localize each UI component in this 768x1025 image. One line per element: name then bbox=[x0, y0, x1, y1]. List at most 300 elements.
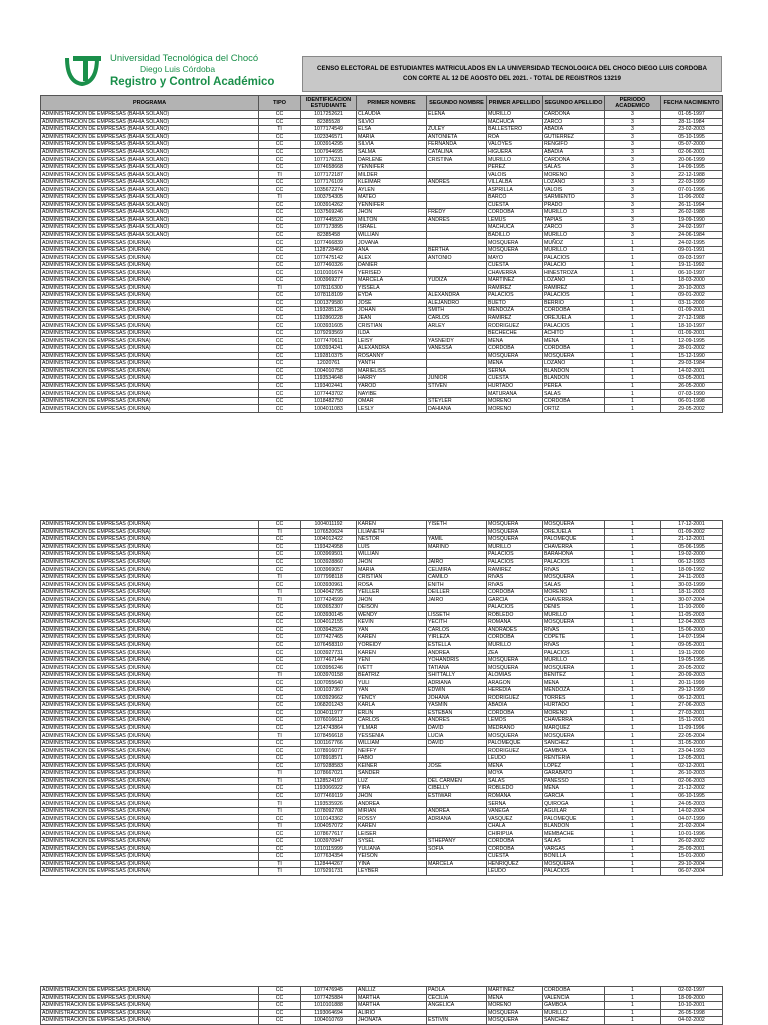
cell-primer-nombre: MARIELISS bbox=[357, 367, 427, 375]
cell-periodo: 1 bbox=[605, 762, 661, 770]
cell-primer-apellido: ARAGON bbox=[487, 679, 543, 687]
cell-fecha-nacimiento: 18-09-2000 bbox=[661, 994, 723, 1002]
cell-programa: ADMINISTRACION DE EMPRESAS (DIURNA) bbox=[41, 687, 259, 695]
cell-periodo: 3 bbox=[605, 133, 661, 141]
cell-primer-apellido: MURILLO bbox=[487, 156, 543, 164]
cell-segundo-nombre: CAMILO bbox=[427, 573, 487, 581]
cell-programa: ADMINISTRACION DE EMPRESAS (DIURNA) bbox=[41, 254, 259, 262]
cell-segundo-apellido: MARQUEZ bbox=[543, 724, 605, 732]
cell-periodo: 1 bbox=[605, 747, 661, 755]
table-row bbox=[41, 277, 723, 285]
cell-fecha-nacimiento: 26-05-1998 bbox=[661, 1009, 723, 1017]
cell-identificacion: 1078456618 bbox=[301, 732, 357, 740]
cell-programa: ADMINISTRACION DE EMPRESAS (DIURNA) bbox=[41, 246, 259, 254]
cell-programa: ADMINISTRACION DE EMPRESAS (BAHIA SOLANO) bbox=[41, 126, 259, 134]
cell-segundo-apellido: MURILLO bbox=[543, 231, 605, 239]
cell-periodo: 1 bbox=[605, 626, 661, 634]
cell-tipo: CC bbox=[259, 543, 301, 551]
table-row bbox=[41, 148, 723, 156]
cell-periodo: 3 bbox=[605, 126, 661, 134]
cell-tipo: CC bbox=[259, 611, 301, 619]
cell-primer-apellido: MENDOZA bbox=[487, 307, 543, 315]
cell-primer-apellido: MOSQUERA bbox=[487, 352, 543, 360]
cell-tipo: TI bbox=[259, 822, 301, 830]
cell-segundo-apellido: BONILLA bbox=[543, 853, 605, 861]
cell-primer-nombre: YERISED bbox=[357, 269, 427, 277]
cell-periodo: 3 bbox=[605, 186, 661, 194]
cell-periodo: 1 bbox=[605, 261, 661, 269]
cell-primer-apellido: MOSQUERA bbox=[487, 656, 543, 664]
cell-primer-apellido: RODRIGUEZ bbox=[487, 694, 543, 702]
cell-primer-nombre: LESLY bbox=[357, 405, 427, 413]
cell-segundo-nombre: ALEXANDRA bbox=[427, 292, 487, 300]
cell-identificacion: 1193402441 bbox=[301, 382, 357, 390]
cell-programa: ADMINISTRACION DE EMPRESAS (DIURNA) bbox=[41, 581, 259, 589]
cell-identificacion: 1003970947 bbox=[301, 837, 357, 845]
cell-identificacion: 1007055640 bbox=[301, 679, 357, 687]
cell-identificacion: 1003942526 bbox=[301, 626, 357, 634]
cell-primer-nombre: NEIFFY bbox=[357, 747, 427, 755]
cell-segundo-nombre bbox=[427, 186, 487, 194]
cell-programa: ADMINISTRACION DE EMPRESAS (DIURNA) bbox=[41, 634, 259, 642]
cell-segundo-nombre: YAMIL bbox=[427, 536, 487, 544]
cell-segundo-nombre: DEILLER bbox=[427, 588, 487, 596]
cell-identificacion: 1001037367 bbox=[301, 687, 357, 695]
cell-primer-nombre: ROSA bbox=[357, 581, 427, 589]
cell-fecha-nacimiento: 28-01-2002 bbox=[661, 344, 723, 352]
cell-segundo-nombre bbox=[427, 367, 487, 375]
cell-tipo: CC bbox=[259, 148, 301, 156]
cell-identificacion: 1077998118 bbox=[301, 573, 357, 581]
cell-periodo: 1 bbox=[605, 521, 661, 529]
cell-fecha-nacimiento: 29-05-2002 bbox=[661, 405, 723, 413]
cell-identificacion: 1077174549 bbox=[301, 126, 357, 134]
cell-segundo-nombre: LUCIA bbox=[427, 732, 487, 740]
cell-periodo: 3 bbox=[605, 201, 661, 209]
cell-primer-nombre: MILTON bbox=[357, 216, 427, 224]
cell-primer-apellido: ANDRADES bbox=[487, 626, 543, 634]
cell-fecha-nacimiento: 30-03-1999 bbox=[661, 581, 723, 589]
cell-fecha-nacimiento: 12-04-2003 bbox=[661, 619, 723, 627]
cell-programa: ADMINISTRACION DE EMPRESAS (BAHIA SOLANO) bbox=[41, 178, 259, 186]
cell-primer-nombre: KEVIN bbox=[357, 619, 427, 627]
cell-periodo: 1 bbox=[605, 641, 661, 649]
cell-fecha-nacimiento: 20-05-2002 bbox=[661, 664, 723, 672]
cell-fecha-nacimiento: 17-12-2001 bbox=[661, 521, 723, 529]
cell-tipo: CC bbox=[259, 649, 301, 657]
cell-programa: ADMINISTRACION DE EMPRESAS (BAHIA SOLANO) bbox=[41, 111, 259, 119]
cell-identificacion: 1077172187 bbox=[301, 171, 357, 179]
cell-identificacion: 1078918571 bbox=[301, 754, 357, 762]
cell-primer-apellido: CORDOBA bbox=[487, 588, 543, 596]
cell-identificacion: 1004011192 bbox=[301, 521, 357, 529]
cell-segundo-nombre bbox=[427, 352, 487, 360]
cell-primer-nombre: CRISTIAN bbox=[357, 322, 427, 330]
cell-programa: ADMINISTRACION DE EMPRESAS (DIURNA) bbox=[41, 717, 259, 725]
cell-segundo-apellido: MENA bbox=[543, 785, 605, 793]
cell-primer-nombre: YANTH bbox=[357, 360, 427, 368]
cell-programa: ADMINISTRACION DE EMPRESAS (DIURNA) bbox=[41, 671, 259, 679]
cell-primer-nombre: ELSA bbox=[357, 126, 427, 134]
cell-primer-apellido: ROMANA bbox=[487, 792, 543, 800]
cell-periodo: 1 bbox=[605, 337, 661, 345]
cell-programa: ADMINISTRACION DE EMPRESAS (BAHIA SOLANO) bbox=[41, 201, 259, 209]
cell-periodo: 1 bbox=[605, 987, 661, 995]
cell-periodo: 1 bbox=[605, 611, 661, 619]
cell-periodo: 1 bbox=[605, 284, 661, 292]
cell-fecha-nacimiento: 02-02-1997 bbox=[661, 987, 723, 995]
table-row bbox=[41, 246, 723, 254]
cell-primer-nombre: WILLIAM bbox=[357, 739, 427, 747]
cell-programa: ADMINISTRACION DE EMPRESAS (DIURNA) bbox=[41, 611, 259, 619]
cell-fecha-nacimiento: 21-12-2002 bbox=[661, 785, 723, 793]
table-row bbox=[41, 860, 723, 868]
cell-primer-nombre: KAREN bbox=[357, 634, 427, 642]
cell-identificacion: 1010101674 bbox=[301, 269, 357, 277]
cell-tipo: TI bbox=[259, 770, 301, 778]
cell-programa: ADMINISTRACION DE EMPRESAS (DIURNA) bbox=[41, 732, 259, 740]
cell-segundo-apellido: CORDOBA bbox=[543, 397, 605, 405]
cell-segundo-nombre bbox=[427, 868, 487, 876]
cell-fecha-nacimiento: 30-07-2004 bbox=[661, 596, 723, 604]
cell-primer-nombre: JHON bbox=[357, 596, 427, 604]
cell-identificacion: 1076016612 bbox=[301, 717, 357, 725]
cell-programa: ADMINISTRACION DE EMPRESAS (BAHIA SOLANO) bbox=[41, 141, 259, 149]
table-row bbox=[41, 649, 723, 657]
cell-identificacion: 1023346571 bbox=[301, 133, 357, 141]
cell-primer-apellido: MOSQUERA bbox=[487, 528, 543, 536]
cell-segundo-apellido: LOZANO bbox=[543, 178, 605, 186]
cell-periodo: 1 bbox=[605, 329, 661, 337]
cell-programa: ADMINISTRACION DE EMPRESAS (BAHIA SOLANO) bbox=[41, 186, 259, 194]
cell-segundo-nombre: BERTHA bbox=[427, 246, 487, 254]
cell-tipo: CC bbox=[259, 739, 301, 747]
table-row bbox=[41, 732, 723, 740]
cell-segundo-apellido: GARABATO bbox=[543, 770, 605, 778]
cell-periodo: 1 bbox=[605, 694, 661, 702]
cell-segundo-nombre: ANDRES bbox=[427, 216, 487, 224]
cell-tipo: TI bbox=[259, 807, 301, 815]
cell-identificacion: 1004012422 bbox=[301, 536, 357, 544]
cell-primer-apellido: VASQUEZ bbox=[487, 815, 543, 823]
cell-programa: ADMINISTRACION DE EMPRESAS (DIURNA) bbox=[41, 656, 259, 664]
cell-primer-apellido: CUESTA bbox=[487, 201, 543, 209]
cell-segundo-apellido: MORENO bbox=[543, 171, 605, 179]
cell-primer-nombre: NAYIBE bbox=[357, 390, 427, 398]
cell-segundo-apellido: MOSQUERA bbox=[543, 573, 605, 581]
cell-tipo: CC bbox=[259, 163, 301, 171]
cell-tipo: CC bbox=[259, 641, 301, 649]
cell-fecha-nacimiento: 15-01-2000 bbox=[661, 853, 723, 861]
cell-primer-apellido: RIVAS bbox=[487, 573, 543, 581]
cell-primer-apellido: LEUDO bbox=[487, 754, 543, 762]
cell-tipo: CC bbox=[259, 239, 301, 247]
cell-fecha-nacimiento: 24-02-1997 bbox=[661, 224, 723, 232]
cell-segundo-apellido: ZARCO bbox=[543, 224, 605, 232]
cell-segundo-nombre bbox=[427, 1009, 487, 1017]
table-row bbox=[41, 216, 723, 224]
cell-programa: ADMINISTRACION DE EMPRESAS (DIURNA) bbox=[41, 344, 259, 352]
cell-primer-apellido: LEMUS bbox=[487, 216, 543, 224]
table-row bbox=[41, 201, 723, 209]
cell-segundo-nombre: ADRIANA bbox=[427, 679, 487, 687]
cell-segundo-nombre: MARCELA bbox=[427, 860, 487, 868]
cell-primer-nombre: YISSELA bbox=[357, 284, 427, 292]
cell-periodo: 1 bbox=[605, 777, 661, 785]
cell-primer-nombre: DARLENE bbox=[357, 156, 427, 164]
cell-primer-nombre: YENCY bbox=[357, 694, 427, 702]
table-row bbox=[41, 709, 723, 717]
cell-fecha-nacimiento: 15-12-1990 bbox=[661, 352, 723, 360]
cell-identificacion: 1003930961 bbox=[301, 581, 357, 589]
cell-fecha-nacimiento: 11-06-2002 bbox=[661, 194, 723, 202]
cell-primer-apellido: HENRIQUEZ bbox=[487, 860, 543, 868]
cell-primer-nombre: YAROD bbox=[357, 382, 427, 390]
cell-fecha-nacimiento: 04-02-2002 bbox=[661, 1017, 723, 1025]
cell-periodo: 1 bbox=[605, 837, 661, 845]
cell-segundo-nombre: JOSE bbox=[427, 762, 487, 770]
cell-periodo: 1 bbox=[605, 800, 661, 808]
cell-segundo-nombre: DAVID bbox=[427, 739, 487, 747]
cell-periodo: 1 bbox=[605, 822, 661, 830]
cell-tipo: CC bbox=[259, 762, 301, 770]
cell-programa: ADMINISTRACION DE EMPRESAS (DIURNA) bbox=[41, 785, 259, 793]
cell-primer-apellido: RIVAS bbox=[487, 581, 543, 589]
cell-identificacion: 1003928860 bbox=[301, 558, 357, 566]
cell-segundo-nombre: YOHANDRIS bbox=[427, 656, 487, 664]
cell-primer-apellido: PALACIOS bbox=[487, 604, 543, 612]
cell-segundo-apellido: BLANDON bbox=[543, 375, 605, 383]
cell-tipo: TI bbox=[259, 777, 301, 785]
cell-identificacion: 1004010769 bbox=[301, 1017, 357, 1025]
cell-segundo-apellido: PALACIO bbox=[543, 261, 605, 269]
cell-identificacion: 1079293569 bbox=[301, 329, 357, 337]
cell-programa: ADMINISTRACION DE EMPRESAS (DIURNA) bbox=[41, 551, 259, 559]
cell-segundo-nombre: CELMIRA bbox=[427, 566, 487, 574]
cell-programa: ADMINISTRACION DE EMPRESAS (DIURNA) bbox=[41, 868, 259, 876]
cell-segundo-apellido: MURILLO bbox=[543, 656, 605, 664]
cell-fecha-nacimiento: 29-10-2004 bbox=[661, 860, 723, 868]
cell-primer-nombre: KAREN bbox=[357, 521, 427, 529]
cell-segundo-apellido: BLANDON bbox=[543, 367, 605, 375]
cell-tipo: CC bbox=[259, 536, 301, 544]
cell-segundo-apellido: RAMIREZ bbox=[543, 284, 605, 292]
table-row bbox=[41, 656, 723, 664]
cell-segundo-apellido: VALENCIA bbox=[543, 994, 605, 1002]
cell-periodo: 1 bbox=[605, 307, 661, 315]
table-row bbox=[41, 664, 723, 672]
cell-primer-nombre: ALEXANDRA bbox=[357, 344, 427, 352]
cell-fecha-nacimiento: 07-03-1990 bbox=[661, 390, 723, 398]
cell-segundo-apellido: MOSQUERA bbox=[543, 521, 605, 529]
cell-segundo-nombre: FERNANDA bbox=[427, 141, 487, 149]
table-row bbox=[41, 536, 723, 544]
cell-tipo: TI bbox=[259, 800, 301, 808]
cell-segundo-nombre: SOFIA bbox=[427, 845, 487, 853]
cell-identificacion: 1003914295 bbox=[301, 141, 357, 149]
cell-segundo-nombre: CECILIA bbox=[427, 994, 487, 1002]
census-table-3 bbox=[40, 986, 723, 1025]
cell-periodo: 1 bbox=[605, 1002, 661, 1010]
cell-programa: ADMINISTRACION DE EMPRESAS (DIURNA) bbox=[41, 845, 259, 853]
cell-primer-apellido: LEMOS bbox=[487, 717, 543, 725]
table-row bbox=[41, 747, 723, 755]
cell-identificacion: 1004011977 bbox=[301, 709, 357, 717]
cell-segundo-apellido: SALAS bbox=[543, 581, 605, 589]
cell-segundo-nombre: CIBELLY bbox=[427, 785, 487, 793]
cell-primer-apellido: MACHUCA bbox=[487, 224, 543, 232]
cell-periodo: 1 bbox=[605, 664, 661, 672]
cell-programa: ADMINISTRACION DE EMPRESAS (BAHIA SOLANO) bbox=[41, 224, 259, 232]
cell-primer-apellido: MOSQUERA bbox=[487, 536, 543, 544]
cell-tipo: CC bbox=[259, 277, 301, 285]
cell-primer-apellido: VANEGA bbox=[487, 807, 543, 815]
cell-primer-apellido: MENA bbox=[487, 360, 543, 368]
cell-segundo-nombre bbox=[427, 284, 487, 292]
cell-fecha-nacimiento: 19-11-2000 bbox=[661, 649, 723, 657]
cell-identificacion: 1077476945 bbox=[301, 987, 357, 995]
cell-periodo: 3 bbox=[605, 209, 661, 217]
cell-identificacion: 82385458 bbox=[301, 231, 357, 239]
cell-segundo-nombre: SHITTALLY bbox=[427, 671, 487, 679]
cell-segundo-nombre bbox=[427, 224, 487, 232]
cell-programa: ADMINISTRACION DE EMPRESAS (DIURNA) bbox=[41, 1002, 259, 1010]
cell-primer-nombre: EYDA bbox=[357, 292, 427, 300]
cell-segundo-apellido: TORRES bbox=[543, 694, 605, 702]
cell-primer-nombre: MILDER bbox=[357, 171, 427, 179]
cell-segundo-apellido: BLANDON bbox=[543, 822, 605, 830]
cell-segundo-nombre bbox=[427, 830, 487, 838]
cell-segundo-nombre: VANESSA bbox=[427, 344, 487, 352]
cell-identificacion: 1003927731 bbox=[301, 649, 357, 657]
cell-fecha-nacimiento: 26-05-2000 bbox=[661, 382, 723, 390]
cell-primer-apellido: CHIRIPUA bbox=[487, 830, 543, 838]
cell-tipo: CC bbox=[259, 987, 301, 995]
cell-segundo-apellido: MORENO bbox=[543, 709, 605, 717]
cell-programa: ADMINISTRACION DE EMPRESAS (DIURNA) bbox=[41, 1017, 259, 1025]
cell-segundo-nombre: ADRIANA bbox=[427, 815, 487, 823]
cell-programa: ADMINISTRACION DE EMPRESAS (DIURNA) bbox=[41, 397, 259, 405]
table-row bbox=[41, 987, 723, 995]
cell-programa: ADMINISTRACION DE EMPRESAS (DIURNA) bbox=[41, 528, 259, 536]
table-row bbox=[41, 269, 723, 277]
cell-fecha-nacimiento: 24-11-2003 bbox=[661, 573, 723, 581]
table-row bbox=[41, 611, 723, 619]
cell-primer-nombre: DEISON bbox=[357, 604, 427, 612]
table-row bbox=[41, 360, 723, 368]
table-row bbox=[41, 994, 723, 1002]
cell-programa: ADMINISTRACION DE EMPRESAS (BAHIA SOLANO) bbox=[41, 231, 259, 239]
cell-periodo: 1 bbox=[605, 754, 661, 762]
table-row bbox=[41, 815, 723, 823]
cell-identificacion: 1010143362 bbox=[301, 815, 357, 823]
cell-segundo-apellido: MURILLO bbox=[543, 611, 605, 619]
cell-primer-apellido: MENA bbox=[487, 762, 543, 770]
table-row bbox=[41, 111, 723, 119]
cell-primer-nombre: YEILLER bbox=[357, 588, 427, 596]
cell-segundo-nombre: DAVID bbox=[427, 724, 487, 732]
cell-segundo-apellido: ORTIZ bbox=[543, 405, 605, 413]
table-row bbox=[41, 224, 723, 232]
cell-tipo: CC bbox=[259, 224, 301, 232]
cell-segundo-apellido: MURILLO bbox=[543, 1009, 605, 1017]
cell-programa: ADMINISTRACION DE EMPRESAS (DIURNA) bbox=[41, 641, 259, 649]
cell-primer-nombre: WILLIAN bbox=[357, 551, 427, 559]
cell-periodo: 1 bbox=[605, 807, 661, 815]
table-row bbox=[41, 596, 723, 604]
cell-segundo-nombre: FREDY bbox=[427, 209, 487, 217]
cell-tipo: TI bbox=[259, 732, 301, 740]
table-row bbox=[41, 830, 723, 838]
cell-identificacion: 1037569246 bbox=[301, 209, 357, 217]
column-header: PRIMER NOMBRE bbox=[357, 96, 427, 111]
cell-segundo-apellido: CORDOBA bbox=[543, 344, 605, 352]
cell-identificacion: 1078916077 bbox=[301, 747, 357, 755]
cell-primer-apellido: VALOYES bbox=[487, 141, 543, 149]
cell-periodo: 1 bbox=[605, 687, 661, 695]
cell-identificacion: 1003930145 bbox=[301, 611, 357, 619]
cell-fecha-nacimiento: 05-06-1995 bbox=[661, 543, 723, 551]
cell-tipo: CC bbox=[259, 1009, 301, 1017]
cell-fecha-nacimiento: 23-02-2003 bbox=[661, 126, 723, 134]
column-header: TIPO bbox=[259, 96, 301, 111]
cell-segundo-apellido: SARMIENTO bbox=[543, 194, 605, 202]
cell-primer-apellido: HURTADO bbox=[487, 382, 543, 390]
cell-fecha-nacimiento: 07-01-1996 bbox=[661, 186, 723, 194]
cell-primer-nombre: KAREN bbox=[357, 822, 427, 830]
cell-programa: ADMINISTRACION DE EMPRESAS (DIURNA) bbox=[41, 739, 259, 747]
cell-tipo: CC bbox=[259, 634, 301, 642]
table-row bbox=[41, 126, 723, 134]
cell-periodo: 1 bbox=[605, 344, 661, 352]
cell-tipo: CC bbox=[259, 619, 301, 627]
cell-identificacion: 1079288583 bbox=[301, 762, 357, 770]
cell-periodo: 1 bbox=[605, 352, 661, 360]
cell-tipo: CC bbox=[259, 375, 301, 383]
cell-primer-apellido: CORDOBA bbox=[487, 709, 543, 717]
cell-primer-nombre: SILVIA bbox=[357, 141, 427, 149]
cell-periodo: 3 bbox=[605, 163, 661, 171]
cell-primer-apellido: CORDOBA bbox=[487, 845, 543, 853]
cell-primer-apellido: BECHECHE bbox=[487, 329, 543, 337]
cell-segundo-apellido: PALACIOS bbox=[543, 649, 605, 657]
table-row bbox=[41, 777, 723, 785]
table-row bbox=[41, 754, 723, 762]
cell-tipo: CC bbox=[259, 405, 301, 413]
cell-identificacion: 1192860228 bbox=[301, 314, 357, 322]
cell-primer-apellido: PALACIOS bbox=[487, 292, 543, 300]
cell-primer-nombre: ANA bbox=[357, 246, 427, 254]
cell-programa: ADMINISTRACION DE EMPRESAS (DIURNA) bbox=[41, 770, 259, 778]
cell-programa: ADMINISTRACION DE EMPRESAS (DIURNA) bbox=[41, 994, 259, 1002]
cell-identificacion: 1078667021 bbox=[301, 770, 357, 778]
cell-primer-apellido: CUESTA bbox=[487, 375, 543, 383]
cell-fecha-nacimiento: 20-11-1999 bbox=[661, 679, 723, 687]
table-row bbox=[41, 322, 723, 330]
cell-tipo: TI bbox=[259, 671, 301, 679]
cell-primer-nombre: JHON bbox=[357, 558, 427, 566]
cell-tipo: CC bbox=[259, 747, 301, 755]
cell-tipo: CC bbox=[259, 261, 301, 269]
cell-segundo-apellido: PALOMEQUE bbox=[543, 815, 605, 823]
cell-programa: ADMINISTRACION DE EMPRESAS (DIURNA) bbox=[41, 664, 259, 672]
cell-segundo-nombre: ANDRES bbox=[427, 178, 487, 186]
cell-primer-nombre: HARRY bbox=[357, 375, 427, 383]
cell-primer-nombre: YAN bbox=[357, 687, 427, 695]
census-table-2 bbox=[40, 520, 723, 876]
cell-primer-nombre: KLEIMAR bbox=[357, 178, 427, 186]
cell-fecha-nacimiento: 01-09-2001 bbox=[661, 329, 723, 337]
